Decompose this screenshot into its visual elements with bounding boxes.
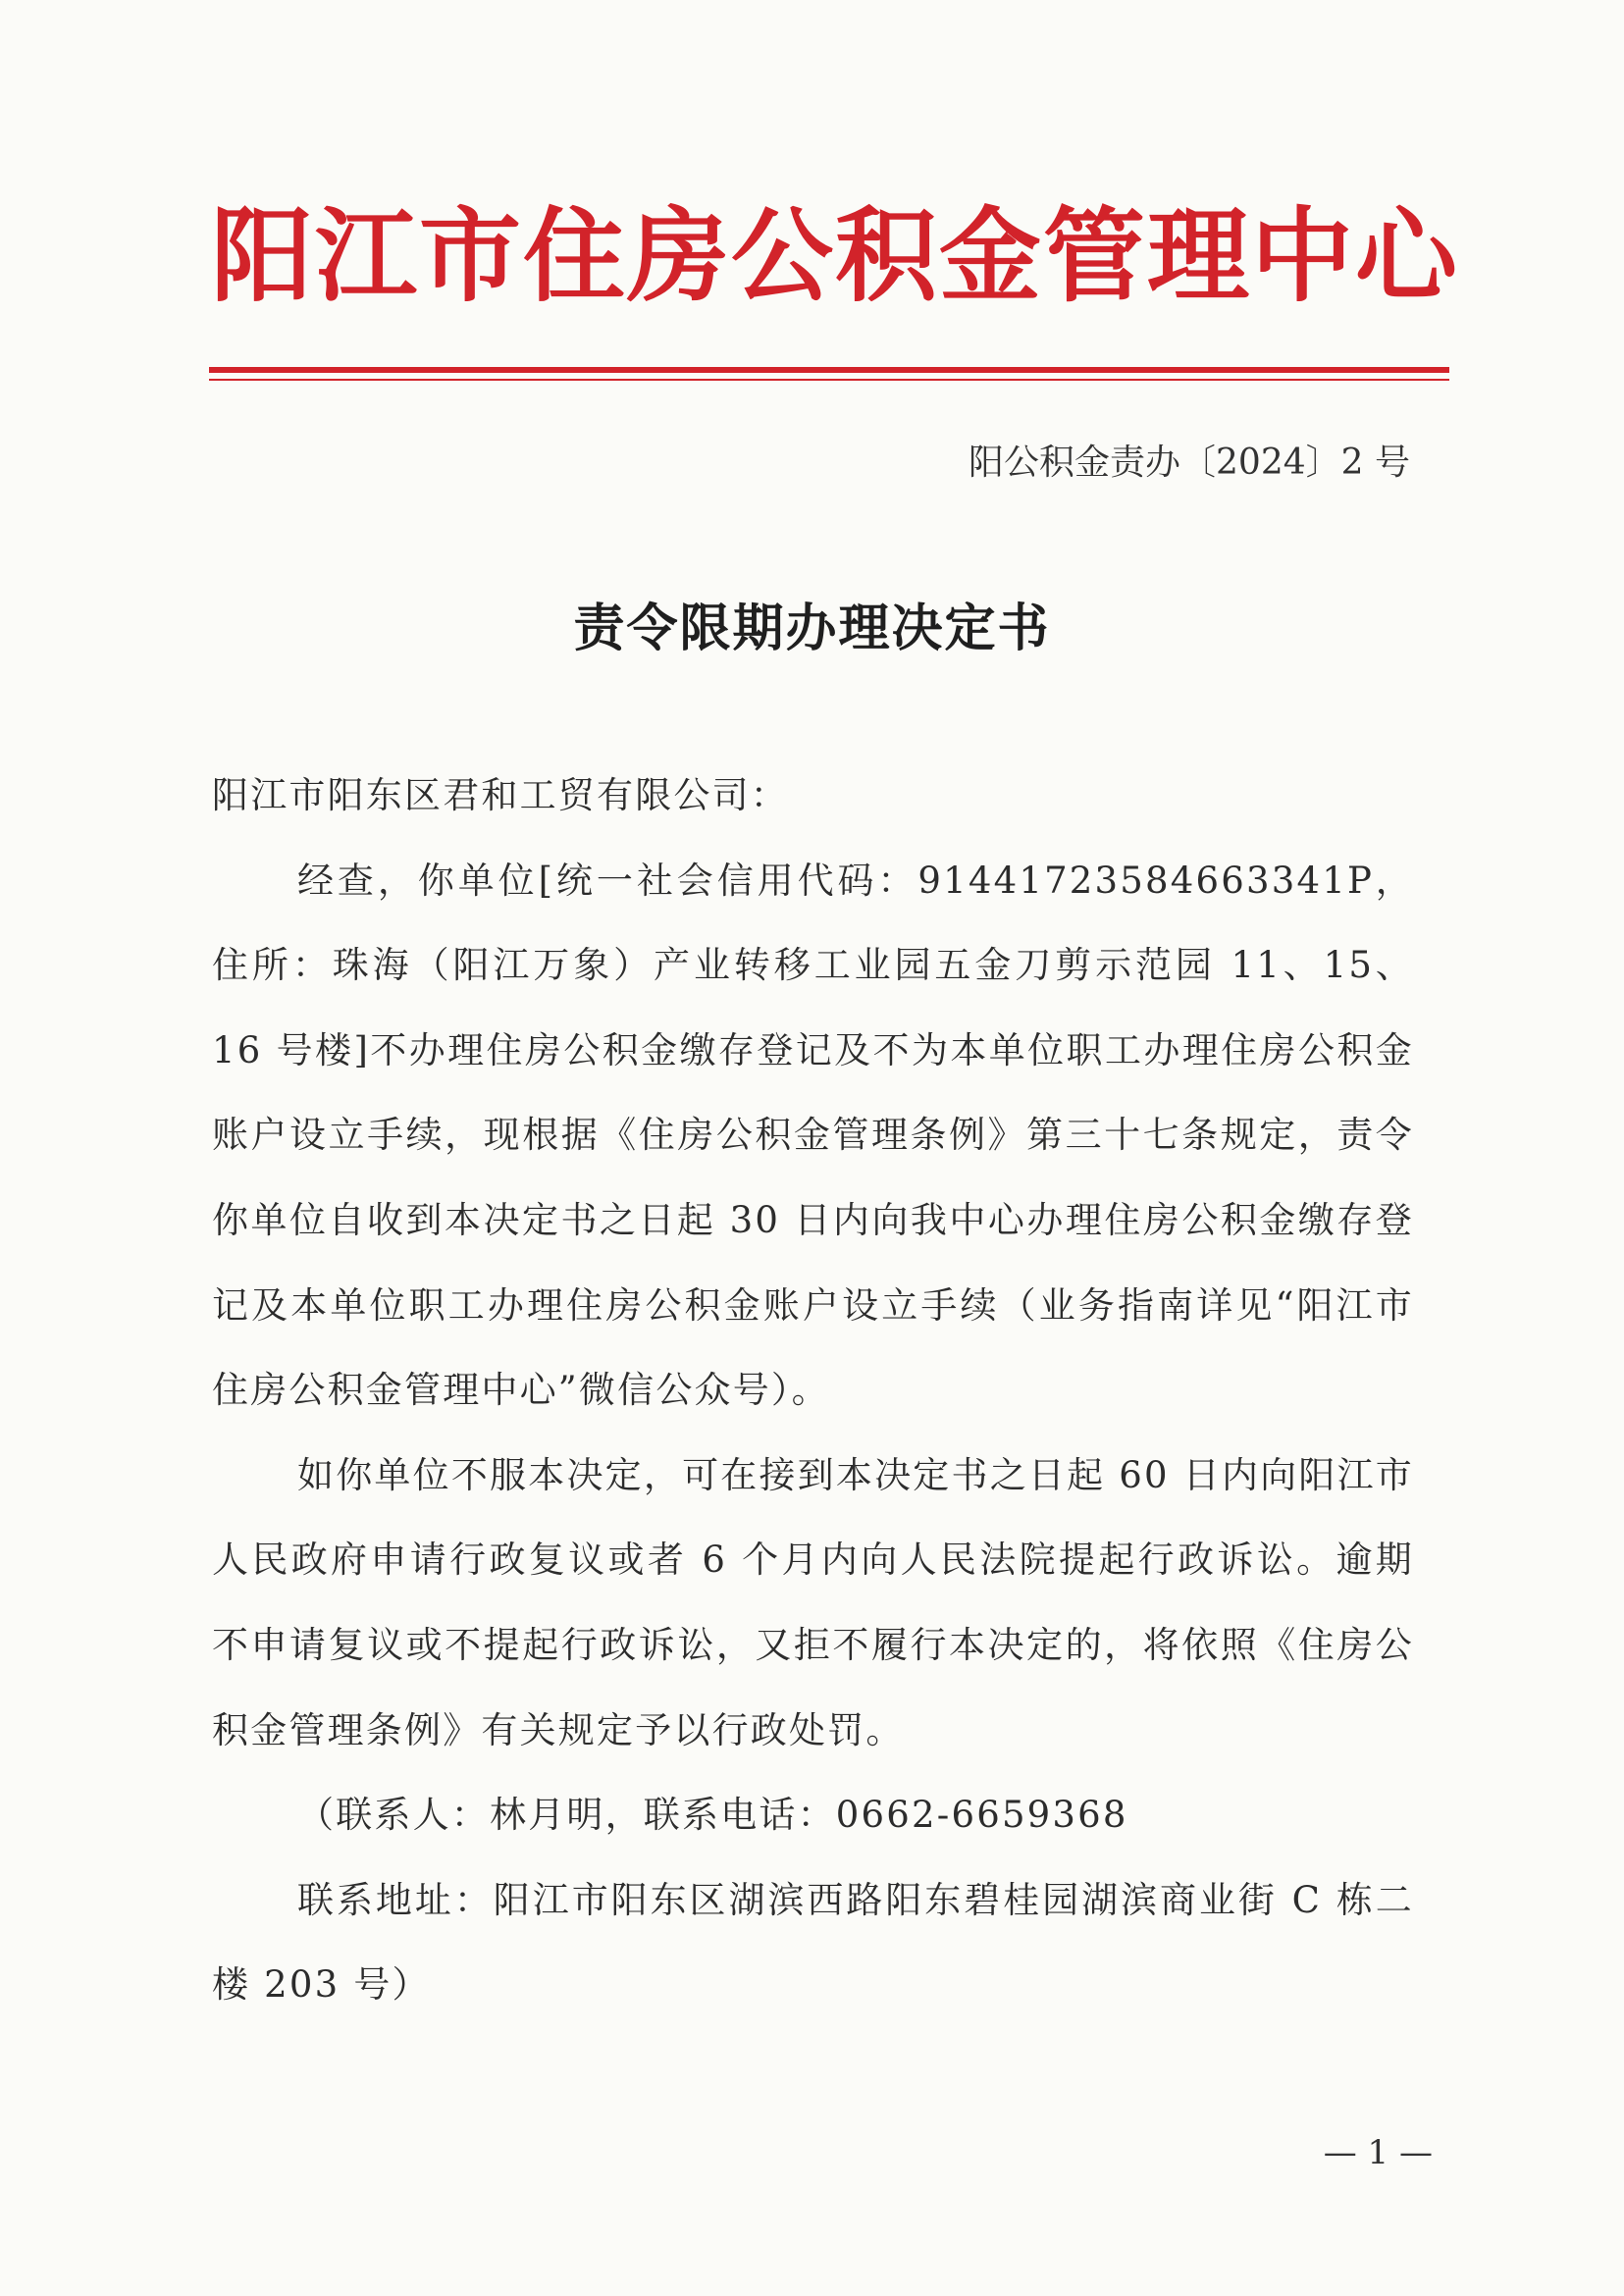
contact-person-line: （联系人：林月明，联系电话：0662-6659368 (297, 1794, 1128, 1837)
page-number: — 1 — (1323, 2133, 1433, 2172)
header-red-rule-thick (209, 367, 1449, 373)
appeal-paragraph: 如你单位不服本决定，可在接到本决定书之日起 60 日内向阳江市人民政府申请行政复议或者 6 个月内向人民法院提起行政诉讼。逾期不申请复议或不提起行政诉讼，又拒不履行本决定的，将依照《住房公积金管理条例》有关规定予以行政处罚。 (212, 1453, 1414, 1751)
issuer-header-title: 阳江市住房公积金管理中心 (211, 196, 1460, 316)
document-number: 阳公积金责办〔2024〕2 号 (969, 443, 1410, 483)
header-red-rule-thin (209, 379, 1449, 381)
document-title: 责令限期办理决定书 (573, 600, 1051, 658)
document-body (212, 754, 1414, 2028)
findings-paragraph: 经查，你单位[统一社会信用代码：91441723584663341P，住所：珠海（阳江万象）产业转移工业园五金刀剪示范园 11、15、16 号楼]不办理住房公积金缴存登记及不为本单位职工办理住房公积金账户设立手续，现根据《住房公积金管理条例》第三十七条规定，责令你单位自收到本决定书之日起 30 日内向我中心办理住房公积金缴存登记及本单位职工办理住房公积金账户设立手续（业务指南详见“阳江市住房公积金管理中心”微信公众号）。 (212, 859, 1414, 1412)
recipient-line: 阳江市阳东区君和工贸有限公司： (212, 774, 789, 816)
contact-address-line: 联系地址：阳江市阳东区湖滨西路阳东碧桂园湖滨商业街 C 栋二楼 203 号） (212, 1878, 1414, 2007)
